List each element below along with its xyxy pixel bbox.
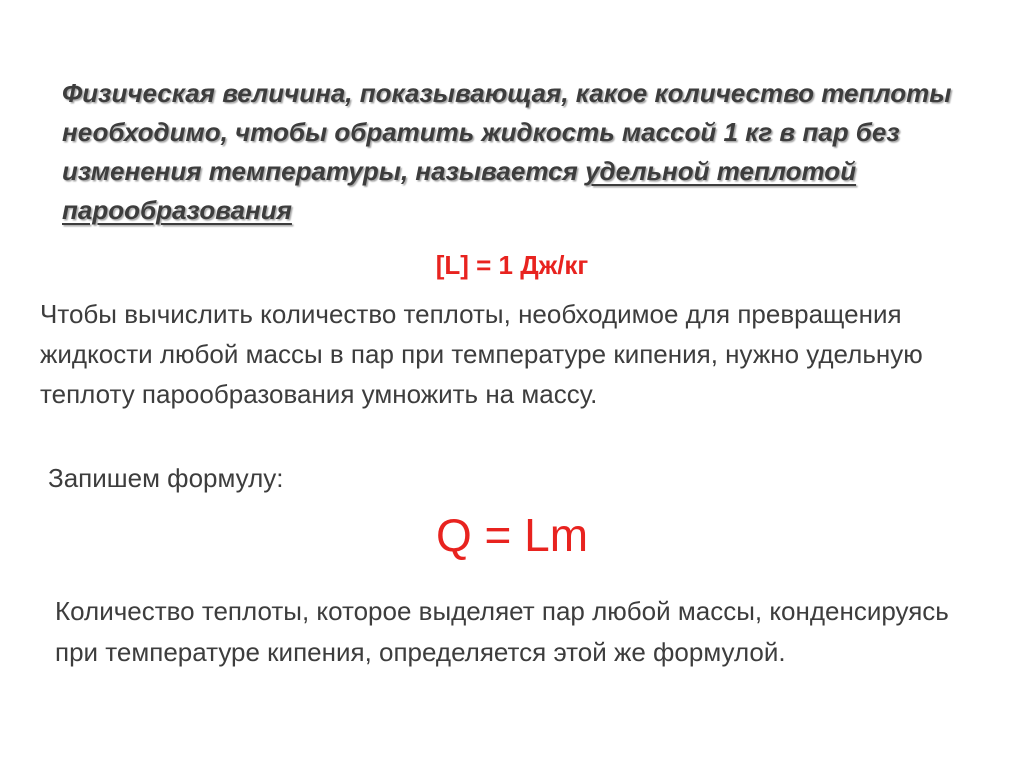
condensation-paragraph: Количество теплоты, которое выделяет пар любой массы, конденсируясь при температуре кипения, определяется этой же формулой. (55, 596, 949, 667)
definition-body: Физическая величина, показывающая, какое количество теплоты необходимо, чтобы обратить жидкость массой 1 кг в пар без изменения температуры, называется (62, 78, 952, 186)
formula-lead-text: Запишем формулу: (48, 463, 284, 493)
main-formula: Q = Lm (435, 509, 589, 561)
definition-text (62, 74, 962, 230)
unit-formula (0, 247, 1024, 283)
definition-term: удельной теплотой парообразования (62, 156, 857, 225)
calculation-paragraph: Чтобы вычислить количество теплоты, необходимое для превращения жидкости любой массы в пар при температуре кипения, нужно удельную теплоту парообразования умножить на массу. (40, 299, 923, 409)
unit-formula-text: [L] = 1 Дж/кг (435, 250, 589, 280)
